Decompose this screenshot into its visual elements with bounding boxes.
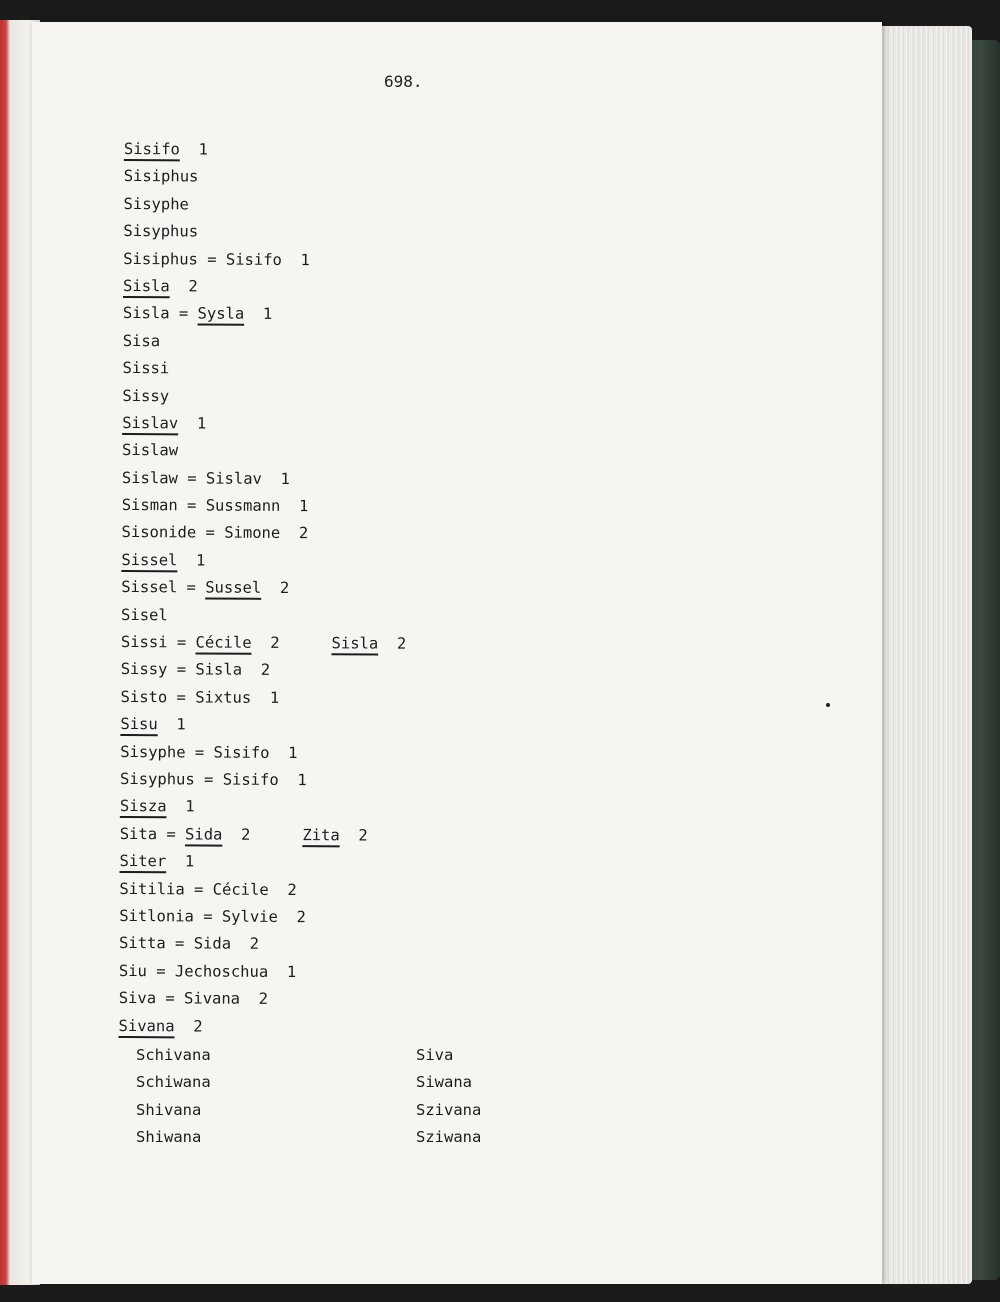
variant-name: Sziwana [416, 1128, 482, 1147]
entry-line [123, 218, 408, 247]
entry-line [123, 246, 408, 275]
headword: Sislav [122, 413, 179, 433]
entry-line [119, 903, 404, 932]
variant-name: Schiwana [136, 1073, 211, 1092]
entry-text: Sissy [122, 386, 170, 405]
variant-name: Siwana [416, 1073, 472, 1092]
headword: Cécile [195, 633, 252, 652]
headword: Sivana [118, 1016, 175, 1035]
variant-columns [136, 1042, 696, 1152]
headword: Zita [302, 825, 340, 845]
entry-line [120, 793, 405, 822]
entry-text: 2 [251, 633, 280, 652]
entry-text: Sisyphe = Sisifo 1 [120, 742, 298, 762]
entry-line [124, 136, 409, 165]
entry-text: Sissel = [121, 578, 206, 597]
entry-line [122, 492, 407, 521]
entry-line [123, 273, 408, 302]
entry-text: Sisel [121, 605, 168, 624]
entry-text: 1 [166, 797, 195, 816]
entry-text: Sisman = Sussmann 1 [121, 496, 309, 516]
entry-text: Sissi [122, 359, 170, 378]
entry-text: 1 [166, 852, 195, 871]
headword: Sissel [121, 550, 178, 570]
entry-line [120, 684, 405, 713]
entry-line [119, 848, 404, 877]
entry-text: Siva = Sivana 2 [118, 989, 269, 1009]
entry-text: Sisto = Sixtus 1 [120, 687, 280, 707]
entry-line [119, 985, 404, 1014]
variant-name: Schivana [136, 1046, 211, 1064]
entry-line [120, 766, 405, 795]
variant-name: Shiwana [136, 1128, 202, 1147]
headword: Sisu [120, 715, 158, 734]
entry-text: Sitlonia = Sylvie 2 [119, 906, 306, 927]
entry-text: Sitilia = Cécile 2 [119, 879, 297, 899]
entry-line [122, 410, 407, 439]
entry-line [120, 711, 405, 740]
entry-line [119, 930, 404, 959]
entry-text: Sissy = Sisla 2 [120, 660, 271, 680]
entry-line [122, 437, 407, 466]
entry-line [122, 465, 407, 494]
entry-text: 1 [244, 305, 273, 324]
entry-line [119, 958, 404, 987]
entry-line [124, 163, 409, 192]
entry-line [122, 355, 407, 384]
entry-text: 2 [222, 825, 251, 844]
entry-text: 2 [378, 634, 407, 653]
variant-column-left [136, 1042, 416, 1152]
entry-text: Sissi = [120, 633, 196, 652]
entry-line [120, 821, 405, 850]
variant-name: Szivana [416, 1100, 482, 1119]
entry-text: Sita = [119, 824, 186, 844]
entry-text: Sitta = Sida 2 [119, 934, 260, 954]
entry-line [121, 519, 406, 548]
page-number: 698. [384, 72, 423, 91]
entry-text: 2 [339, 826, 368, 845]
entry-line [121, 656, 406, 685]
headword: Sisifo [123, 139, 180, 159]
entry-line [119, 876, 404, 905]
variant-column-right [416, 1042, 696, 1152]
variant-name: Shivana [136, 1100, 202, 1119]
entry-line [123, 191, 408, 220]
entry-text: Sisonide = Simone 2 [121, 523, 309, 543]
entry-text: Sisyphe [123, 194, 189, 214]
entry-text: Sisyphus = Sisifo 1 [120, 769, 307, 790]
headword: Sisza [119, 797, 167, 816]
entry-line [121, 547, 406, 576]
entry-text: Sisla = [122, 304, 198, 323]
headword: Sussel [205, 578, 262, 598]
entry-text: 2 [169, 277, 198, 296]
entry-text: 2 [174, 1016, 203, 1035]
entry-text: Sisiphus [123, 167, 199, 186]
entry-text: 1 [157, 715, 186, 734]
entry-line [120, 739, 405, 768]
headword: Sisla [331, 634, 379, 653]
entry-line [123, 300, 408, 329]
headword: Sysla [197, 304, 245, 324]
entry-text: Sisiphus = Sisifo 1 [123, 249, 310, 269]
entry-text: 1 [177, 551, 206, 570]
headword: Siter [119, 852, 167, 871]
variant-name: Siva [416, 1046, 454, 1064]
headword: Sida [185, 825, 223, 844]
entry-line [122, 383, 407, 412]
entry-text: 1 [179, 140, 208, 159]
entry-line [121, 602, 406, 631]
entry-line [121, 629, 406, 658]
name-entry-list [118, 136, 409, 1042]
entry-text: Sislaw [122, 441, 179, 460]
entry-line [118, 1012, 403, 1041]
entry-line [121, 574, 406, 603]
entry-text: Sisa [122, 331, 161, 350]
entry-text: Sisyphus [123, 222, 199, 241]
headword: Sisla [123, 276, 170, 296]
entry-text: Siu = Jechoschua 1 [118, 961, 297, 981]
entry-text: 2 [261, 579, 290, 598]
entry-line [123, 328, 408, 357]
entry-text: Sislaw = Sislav 1 [121, 468, 290, 488]
entry-text: 1 [178, 414, 207, 433]
paper-speck [826, 703, 830, 707]
